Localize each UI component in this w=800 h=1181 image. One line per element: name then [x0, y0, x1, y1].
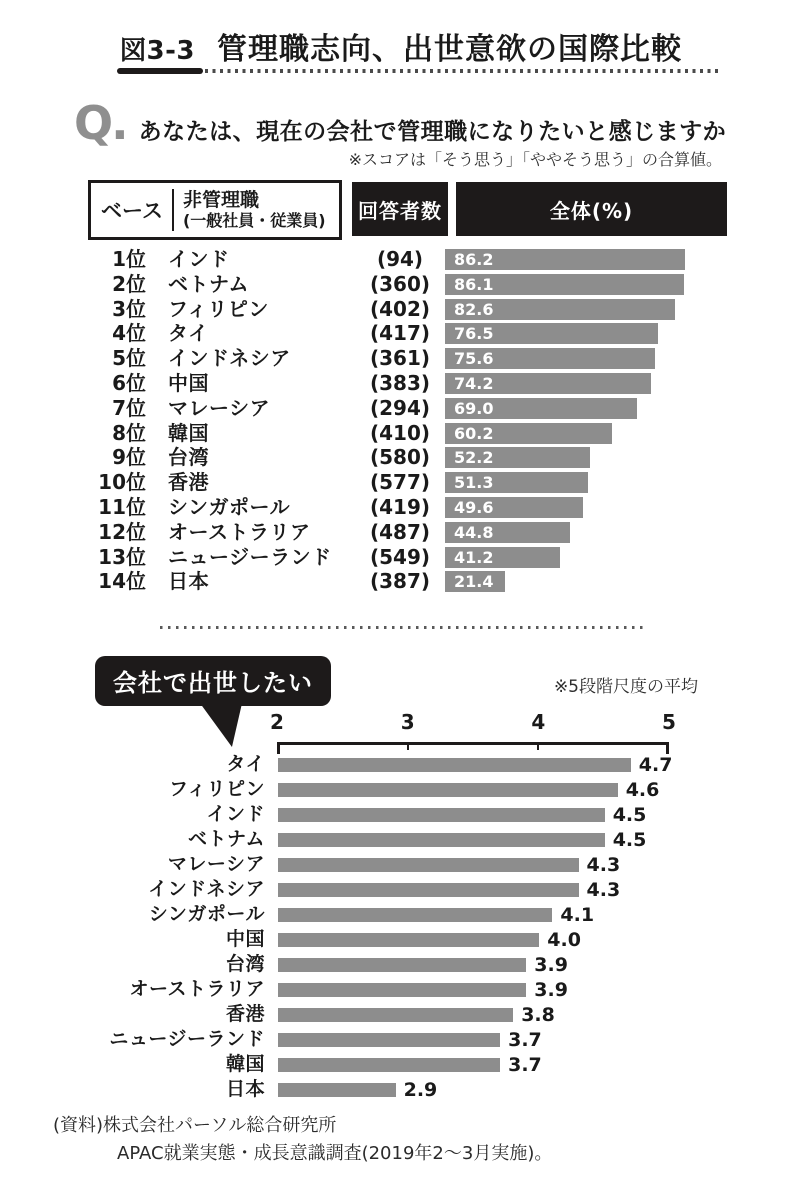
country-label: シンガポール: [168, 494, 291, 519]
underline-solid-segment: [117, 68, 203, 74]
percentage-value: 75.6: [454, 349, 494, 369]
score-value: 4.3: [586, 853, 621, 876]
ranking-row: [0, 297, 800, 322]
percentage-value: 86.2: [454, 250, 494, 269]
bar-wrap: [278, 1052, 542, 1077]
respondent-count: (294): [369, 395, 431, 420]
percentage-bar: [445, 373, 651, 394]
x-axis-line: [277, 742, 669, 745]
respondent-count: (577): [369, 470, 431, 495]
ranking-row: [0, 421, 800, 446]
country-label: 日本: [225, 1078, 265, 1100]
score-value: 4.0: [547, 928, 581, 951]
percentage-value: 60.2: [454, 423, 494, 443]
base-label: ベース: [101, 199, 163, 223]
score-row: [0, 752, 800, 777]
score-row: [0, 927, 800, 952]
score-row: [0, 952, 800, 977]
x-axis-tick-labels: [270, 710, 676, 734]
score-bar: [278, 933, 539, 947]
respondent-count: (387): [369, 569, 431, 594]
bar-wrap: [278, 1002, 555, 1027]
respondent-count: (402): [369, 296, 431, 321]
score-row: [0, 777, 800, 802]
percentage-value: 51.3: [454, 473, 494, 493]
country-label: インドネシア: [168, 346, 291, 371]
rank-label: 14位: [98, 569, 146, 594]
percentage-bar: [445, 423, 612, 444]
respondent-count: (580): [369, 445, 431, 470]
percentage-bar: [445, 447, 590, 468]
percentage-bar: [445, 472, 588, 493]
ranking-row: [0, 545, 800, 570]
respondent-count: (94): [376, 247, 424, 271]
country-label: マレーシア: [168, 395, 271, 420]
bar-wrap: [278, 902, 594, 927]
percentage-bar: [445, 571, 505, 592]
score-value: 3.7: [508, 1028, 542, 1051]
rank-label: 11位: [98, 494, 146, 519]
axis-tick-mark: [407, 742, 409, 750]
score-bar: [278, 833, 605, 847]
score-bar: [278, 1033, 500, 1047]
scale-note: ※5段階尺度の平均: [553, 677, 698, 697]
bar-wrap: [278, 952, 568, 977]
bar-wrap: [278, 927, 581, 952]
bar-wrap: [278, 1027, 542, 1052]
respondent-count: (361): [369, 346, 431, 371]
country-label: シンガポール: [148, 903, 265, 925]
rank-label: 1位: [112, 247, 146, 271]
score-bar: [278, 908, 552, 922]
underline-dotted-segment: [205, 69, 722, 73]
question-text: あなたは、現在の会社で管理職になりたいと感じますか: [138, 119, 727, 145]
respondent-count: (360): [369, 271, 431, 296]
base-value-line1: 非管理職: [182, 188, 259, 211]
percentage-bar: [445, 323, 658, 344]
score-bar: [278, 1058, 500, 1072]
bar-wrap: [278, 877, 620, 902]
rank-label: 13位: [98, 544, 146, 569]
bar-wrap: [278, 852, 620, 877]
score-bar: [278, 983, 526, 997]
country-label: 中国: [168, 370, 209, 395]
percentage-value: 86.1: [454, 274, 494, 294]
rank-label: 3位: [112, 296, 146, 321]
score-value: 4.3: [586, 878, 621, 901]
ranking-row: [0, 272, 800, 297]
score-row: [0, 1077, 800, 1102]
axis-tick-label: 3: [400, 710, 415, 734]
score-bar: [278, 808, 605, 822]
ranking-row: [0, 520, 800, 545]
bar-wrap: [278, 827, 646, 852]
percentage-value: 49.6: [454, 497, 494, 517]
rank-label: 9位: [112, 445, 146, 470]
country-label: 台湾: [168, 445, 209, 470]
promotion-desire-rows: [0, 752, 800, 1102]
ranking-row: [0, 470, 800, 495]
score-row: [0, 827, 800, 852]
overall-percent-column-header: 全体(%): [456, 182, 727, 236]
ranking-row: [0, 569, 800, 594]
base-value-line2: (一般社員・従業員): [182, 210, 326, 230]
score-bar: [278, 783, 618, 797]
country-label: 香港: [225, 1003, 265, 1025]
axis-tick-label: 2: [270, 710, 284, 734]
page-title: 管理職志向、出世意欲の国際比較: [216, 32, 682, 67]
percentage-bar: [445, 249, 685, 270]
country-label: 日本: [168, 569, 209, 594]
score-value: 2.9: [403, 1078, 438, 1101]
percentage-value: 41.2: [454, 547, 494, 567]
bar-wrap: [278, 777, 659, 802]
ranking-row: [0, 247, 800, 272]
section-separator: [160, 626, 646, 629]
badge-tail: [197, 699, 243, 747]
bar-wrap: [278, 1077, 437, 1102]
promotion-chart-title-badge: 会社で出世したい: [95, 656, 331, 706]
source-line2: APAC就業実態・成長意識調査(2019年2〜3月実施)。: [117, 1142, 553, 1164]
percentage-value: 21.4: [454, 572, 494, 592]
respondent-count: (487): [369, 519, 431, 544]
ranking-row: [0, 445, 800, 470]
rank-label: 5位: [112, 346, 146, 371]
country-label: 中国: [225, 928, 265, 950]
country-label: タイ: [168, 321, 209, 346]
country-label: オーストラリア: [129, 978, 265, 1000]
country-label: マレーシア: [167, 853, 265, 875]
score-value: 4.5: [612, 828, 647, 851]
score-bar: [278, 1008, 513, 1022]
bar-wrap: [278, 977, 568, 1002]
figure-header: [120, 24, 682, 68]
rank-label: 8位: [112, 420, 146, 445]
score-value: 4.7: [638, 753, 673, 776]
percentage-bar: [445, 547, 560, 568]
score-value: 4.1: [560, 903, 595, 926]
rank-label: 12位: [98, 519, 146, 544]
respondent-count: (549): [369, 544, 431, 569]
axis-tick-label: 4: [531, 710, 546, 734]
rank-label: 7位: [112, 395, 146, 420]
percentage-value: 82.6: [454, 299, 494, 319]
ranking-row: [0, 396, 800, 421]
source-note: [53, 1112, 552, 1168]
base-header-box: [88, 180, 342, 240]
percentage-bar: [445, 299, 675, 320]
score-bar: [278, 1083, 396, 1097]
score-value: 3.9: [534, 978, 568, 1001]
rank-label: 2位: [112, 271, 146, 296]
ranking-row: [0, 321, 800, 346]
axis-tick-mark: [537, 742, 539, 750]
score-value: 3.8: [521, 1003, 555, 1026]
country-label: インド: [168, 247, 230, 271]
country-label: ベトナム: [168, 271, 249, 296]
ranking-row: [0, 371, 800, 396]
country-label: 韓国: [168, 420, 209, 445]
percentage-value: 76.5: [454, 324, 494, 344]
percentage-bar: [445, 398, 637, 419]
source-line1: (資料)株式会社パーソル総合研究所: [53, 1115, 337, 1136]
score-row: [0, 1002, 800, 1027]
country-label: インドネシア: [148, 878, 265, 900]
axis-tick-label: 5: [662, 710, 676, 734]
question-row: [74, 96, 726, 150]
respondent-count: (383): [369, 370, 431, 395]
country-label: フィリピン: [169, 778, 265, 800]
managerial-intent-ranking: [0, 247, 800, 594]
ranking-row: [0, 495, 800, 520]
country-label: インド: [206, 803, 265, 825]
score-row: [0, 902, 800, 927]
title-underline: [117, 68, 722, 74]
score-row: [0, 802, 800, 827]
percentage-bar: [445, 497, 583, 518]
score-bar: [278, 758, 631, 772]
percentage-value: 52.2: [454, 448, 494, 468]
score-value: 4.6: [625, 778, 660, 801]
country-label: 香港: [168, 470, 209, 495]
score-value: 3.7: [508, 1053, 542, 1076]
score-row: [0, 1027, 800, 1052]
percentage-bar: [445, 522, 570, 543]
country-label: フィリピン: [168, 296, 269, 321]
score-bar: [278, 883, 579, 897]
score-value: 3.9: [534, 953, 568, 976]
rank-label: 6位: [112, 370, 146, 395]
bar-wrap: [278, 752, 672, 777]
score-bar: [278, 858, 579, 872]
country-label: 台湾: [225, 953, 265, 975]
respondent-count: (419): [369, 494, 431, 519]
ranking-row: [0, 346, 800, 371]
score-bar: [278, 958, 526, 972]
score-note: ※スコアは「そう思う」「ややそう思う」の合算値。: [348, 150, 722, 169]
percentage-value: 74.2: [454, 373, 494, 393]
respondent-count: (410): [369, 420, 431, 445]
score-row: [0, 977, 800, 1002]
rank-label: 10位: [98, 470, 146, 495]
percentage-value: 69.0: [454, 398, 494, 418]
percentage-bar: [445, 348, 655, 369]
score-row: [0, 1052, 800, 1077]
country-label: ニュージーランド: [109, 1028, 265, 1050]
country-label: タイ: [226, 753, 265, 775]
score-value: 4.5: [612, 803, 647, 826]
country-label: オーストラリア: [168, 519, 311, 544]
score-row: [0, 852, 800, 877]
country-label: ベトナム: [187, 828, 265, 850]
bar-wrap: [278, 802, 646, 827]
respondents-column-header: 回答者数: [352, 182, 448, 236]
country-label: 韓国: [225, 1053, 265, 1075]
question-mark: Q.: [74, 96, 127, 150]
rank-label: 4位: [112, 321, 146, 346]
base-value: [174, 190, 326, 230]
country-label: ニュージーランド: [168, 544, 332, 569]
figure-number: 図3-3: [120, 36, 195, 66]
score-row: [0, 877, 800, 902]
percentage-bar: [445, 274, 684, 295]
percentage-value: 44.8: [454, 522, 494, 542]
respondent-count: (417): [369, 321, 431, 346]
